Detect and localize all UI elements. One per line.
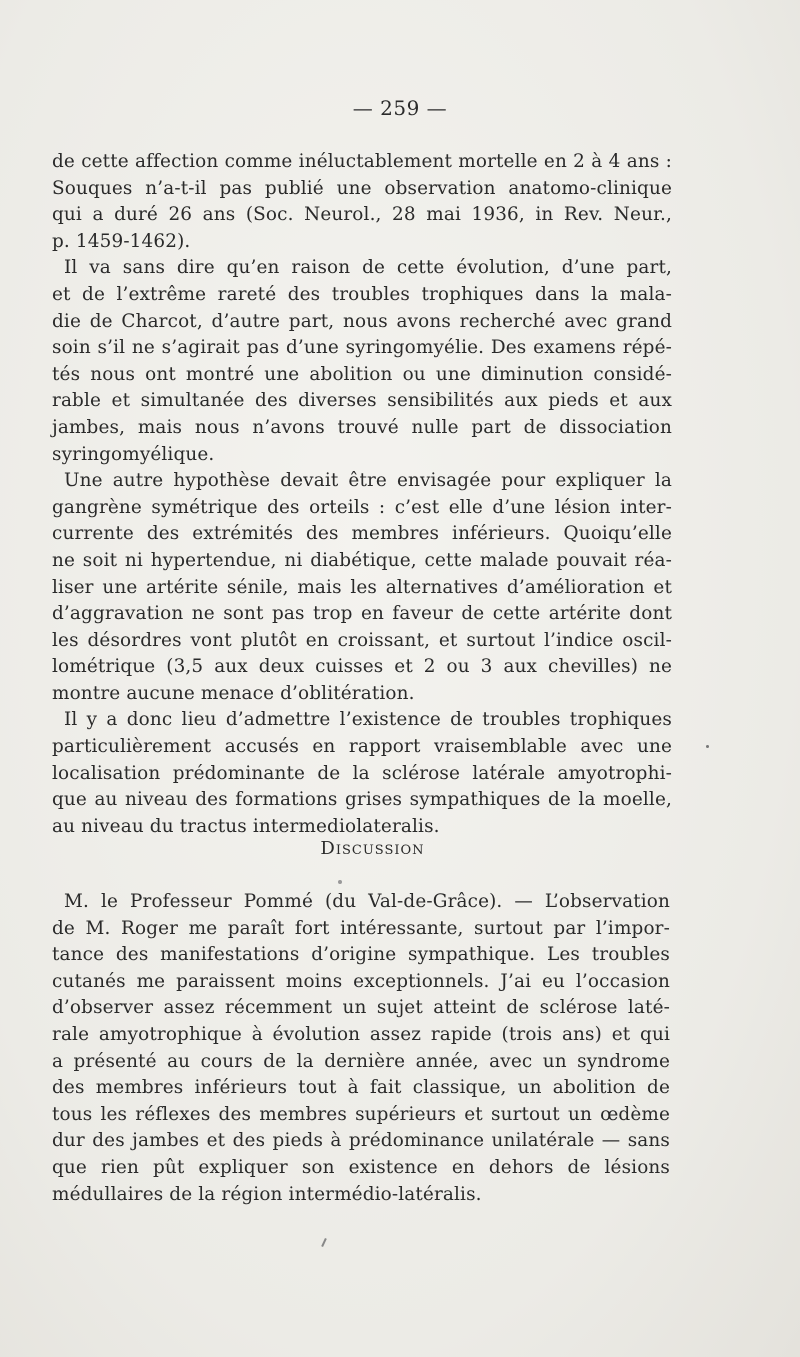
text-line: qui a duré 26 ans (Soc. Neurol., 28 mai 1936, in Rev. Neur., [52, 204, 672, 226]
text-line: rale amyotrophique à évolution assez rapide (trois ans) et qui [52, 1023, 670, 1045]
text-line: soin s’il ne s’agirait pas d’une syringomyélie. Des examens répé- [52, 337, 672, 359]
text-line: p. 1459-1462). [52, 230, 191, 252]
text-line: de cette affection comme inéluctablement mortelle en 2 à 4 ans : [52, 151, 672, 172]
text-line: jambes, mais nous n’avons trouvé nulle part de dissociation [52, 416, 672, 438]
paper-speck [338, 880, 342, 884]
text-line: a présenté au cours de la dernière année, avec un syndrome [52, 1050, 670, 1072]
text-line: syringomyélique. [52, 443, 215, 465]
text-line: d’observer assez récemment un sujet atteint de sclérose laté- [52, 997, 670, 1019]
paper-speck [321, 1238, 327, 1247]
text-line: die de Charcot, d’autre part, nous avons recherché avec grand [52, 310, 672, 332]
text-line: tés nous ont montré une abolition ou une diminution considé- [52, 363, 672, 385]
text-line: lométrique (3,5 aux deux cuisses et 2 ou 3 aux chevilles) ne [52, 656, 672, 678]
text-line: tous les réflexes des membres supérieurs et surtout un œdème [52, 1103, 670, 1125]
discussion-text [52, 889, 670, 1208]
text-line: montre aucune menace d’oblitération. [52, 682, 415, 704]
section-heading: Discussion [320, 838, 425, 859]
text-line: Une autre hypothèse devait être envisagée pour expliquer la [64, 470, 672, 492]
text-line: particulièrement accusés en rapport vraisemblable avec une [52, 736, 672, 758]
body-text [52, 149, 672, 840]
text-line: les désordres vont plutôt en croissant, et surtout l’indice oscil- [52, 629, 672, 651]
page-number: — 259 — [352, 96, 448, 120]
text-line: de M. Roger me paraît fort intéressante, surtout par l’impor- [52, 917, 670, 939]
text-line: et de l’extrême rareté des troubles trophiques dans la mala- [52, 283, 672, 305]
text-line: Souques n’a-t-il pas publié une observation anatomo-clinique [52, 177, 672, 199]
text-line: dur des jambes et des pieds à prédominance unilatérale — sans [52, 1130, 670, 1152]
text-line: M. le Professeur Pommé (du Val-de-Grâce). — L’observation [64, 891, 670, 912]
paper-speck [706, 745, 709, 748]
text-line: que au niveau des formations grises sympathiques de la moelle, [52, 789, 672, 811]
text-line: gangrène symétrique des orteils : c’est elle d’une lésion inter- [52, 496, 672, 518]
text-line: que rien pût expliquer son existence en dehors de lésions [52, 1156, 670, 1178]
text-line: médullaires de la région intermédio-latéralis. [52, 1183, 482, 1205]
text-line: localisation prédominante de la sclérose latérale amyotrophi- [52, 762, 672, 784]
text-line: ne soit ni hypertendue, ni diabétique, cette malade pouvait réa- [52, 549, 672, 571]
text-line: d’aggravation ne sont pas trop en faveur de cette artérite dont [52, 603, 672, 625]
text-line: au niveau du tractus intermediolateralis. [52, 815, 440, 837]
text-line: des membres inférieurs tout à fait classique, un abolition de [52, 1077, 670, 1099]
text-line: cutanés me paraissent moins exceptionnels. J’ai eu l’occasion [52, 970, 670, 992]
text-line: rable et simultanée des diverses sensibilités aux pieds et aux [52, 390, 672, 412]
text-line: currente des extrémités des membres inférieurs. Quoiqu’elle [52, 523, 672, 545]
text-line: Il y a donc lieu d’admettre l’existence de troubles trophiques [64, 709, 672, 731]
text-line: Il va sans dire qu’en raison de cette évolution, d’une part, [64, 257, 672, 279]
text-line: tance des manifestations d’origine sympathique. Les troubles [52, 944, 670, 966]
text-line: liser une artérite sénile, mais les alternatives d’amélioration et [52, 576, 672, 598]
